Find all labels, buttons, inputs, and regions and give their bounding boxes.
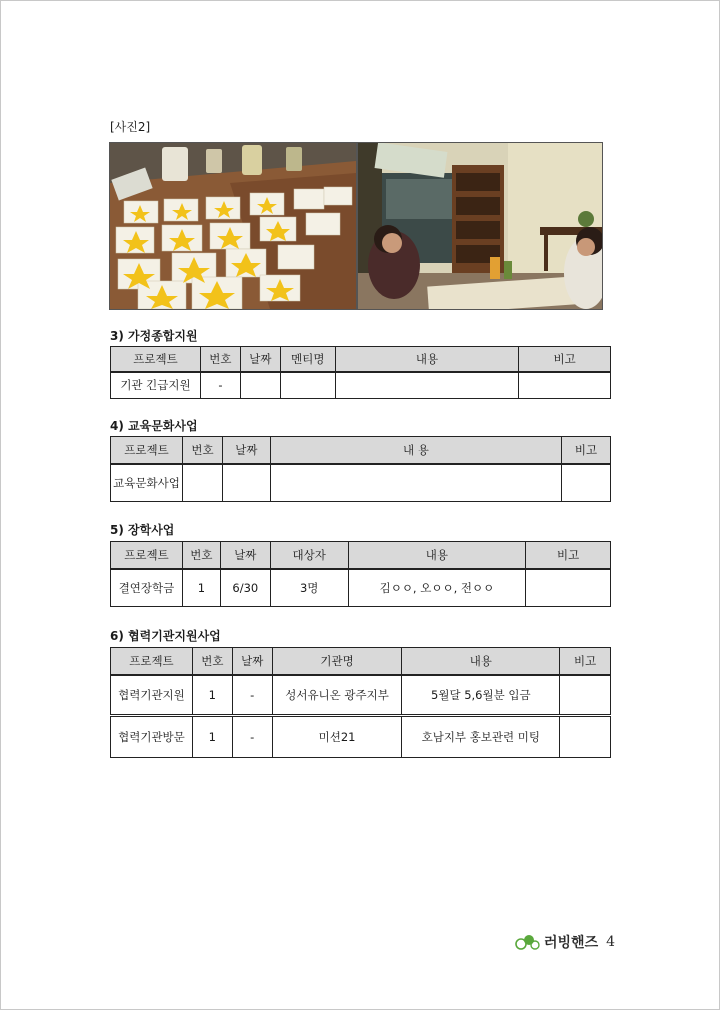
- photo-meeting-room-image: [358, 143, 602, 309]
- photo-star-cards-image: [110, 143, 356, 309]
- organization-name: 러빙핸즈: [544, 935, 599, 951]
- table-cell: 1: [182, 569, 220, 607]
- column-header: 내용: [348, 542, 526, 569]
- column-header: 날짜: [240, 347, 280, 372]
- hands-logo-icon: [514, 932, 540, 952]
- column-header: 번호: [182, 542, 220, 569]
- column-header: 프로젝트: [111, 542, 183, 569]
- table-header-row: [111, 648, 611, 675]
- column-header: 비고: [560, 648, 611, 675]
- column-header: 프로젝트: [111, 437, 183, 464]
- table-cell: -: [232, 716, 272, 758]
- column-header: 날짜: [220, 542, 270, 569]
- family-support-table: [110, 346, 611, 399]
- table-cell: [560, 716, 611, 758]
- column-header: 프로젝트: [111, 648, 193, 675]
- table-cell: [222, 464, 270, 502]
- photo-strip: [109, 142, 603, 310]
- table-cell: 김ㅇㅇ, 오ㅇㅇ, 전ㅇㅇ: [348, 569, 526, 607]
- column-header: 대상자: [270, 542, 348, 569]
- table-row: [111, 372, 611, 399]
- table-cell: [270, 464, 561, 502]
- partner-support-table: [110, 647, 611, 758]
- photo-caption: [사진2]: [110, 120, 151, 134]
- photo-meeting-room: [358, 143, 602, 309]
- table-cell: 결연장학금: [111, 569, 183, 607]
- table-cell: [526, 569, 611, 607]
- table-cell: 성서유니온 광주지부: [272, 675, 402, 716]
- table-row: [111, 569, 611, 607]
- column-header: 내 용: [270, 437, 561, 464]
- column-header: 날짜: [222, 437, 270, 464]
- table-cell: 1: [192, 675, 232, 716]
- table-cell: [519, 372, 611, 399]
- column-header: 번호: [182, 437, 222, 464]
- column-header: 내용: [335, 347, 518, 372]
- column-header: 프로젝트: [111, 347, 201, 372]
- table-cell: 6/30: [220, 569, 270, 607]
- photo-star-cards: [110, 143, 356, 309]
- table-cell: 5월달 5,6월분 입금: [402, 675, 560, 716]
- column-header: 날짜: [232, 648, 272, 675]
- column-header: 비고: [562, 437, 611, 464]
- table-cell: 교육문화사업: [111, 464, 183, 502]
- column-header: 번호: [200, 347, 240, 372]
- section-title-family-support: 3) 가정종합지원: [110, 329, 198, 343]
- table-cell: [182, 464, 222, 502]
- column-header: 내용: [402, 648, 560, 675]
- footer: [514, 932, 615, 952]
- table-cell: -: [232, 675, 272, 716]
- column-header: 번호: [192, 648, 232, 675]
- scholarship-table: [110, 541, 611, 607]
- table-cell: 미션21: [272, 716, 402, 758]
- table-header-row: [111, 347, 611, 372]
- section-title-education-culture: 4) 교육문화사업: [110, 419, 198, 433]
- table-cell: 협력기관방문: [111, 716, 193, 758]
- education-culture-table: [110, 436, 611, 502]
- table-cell: 3명: [270, 569, 348, 607]
- section-title-scholarship: 5) 장학사업: [110, 523, 175, 537]
- table-cell: -: [200, 372, 240, 399]
- table-cell: 기관 긴급지원: [111, 372, 201, 399]
- section-title-partner-support: 6) 협력기관지원사업: [110, 629, 221, 643]
- table-cell: [560, 675, 611, 716]
- table-cell: [240, 372, 280, 399]
- column-header: 멘티명: [280, 347, 335, 372]
- column-header: 비고: [526, 542, 611, 569]
- table-row: [111, 716, 611, 758]
- table-cell: [562, 464, 611, 502]
- table-header-row: [111, 437, 611, 464]
- table-cell: 협력기관지원: [111, 675, 193, 716]
- table-row: [111, 675, 611, 716]
- column-header: 기관명: [272, 648, 402, 675]
- table-row: [111, 464, 611, 502]
- page-number: 4: [606, 934, 616, 950]
- column-header: 비고: [519, 347, 611, 372]
- table-cell: 호남지부 홍보관련 미팅: [402, 716, 560, 758]
- table-cell: [280, 372, 335, 399]
- table-cell: 1: [192, 716, 232, 758]
- table-header-row: [111, 542, 611, 569]
- table-cell: [335, 372, 518, 399]
